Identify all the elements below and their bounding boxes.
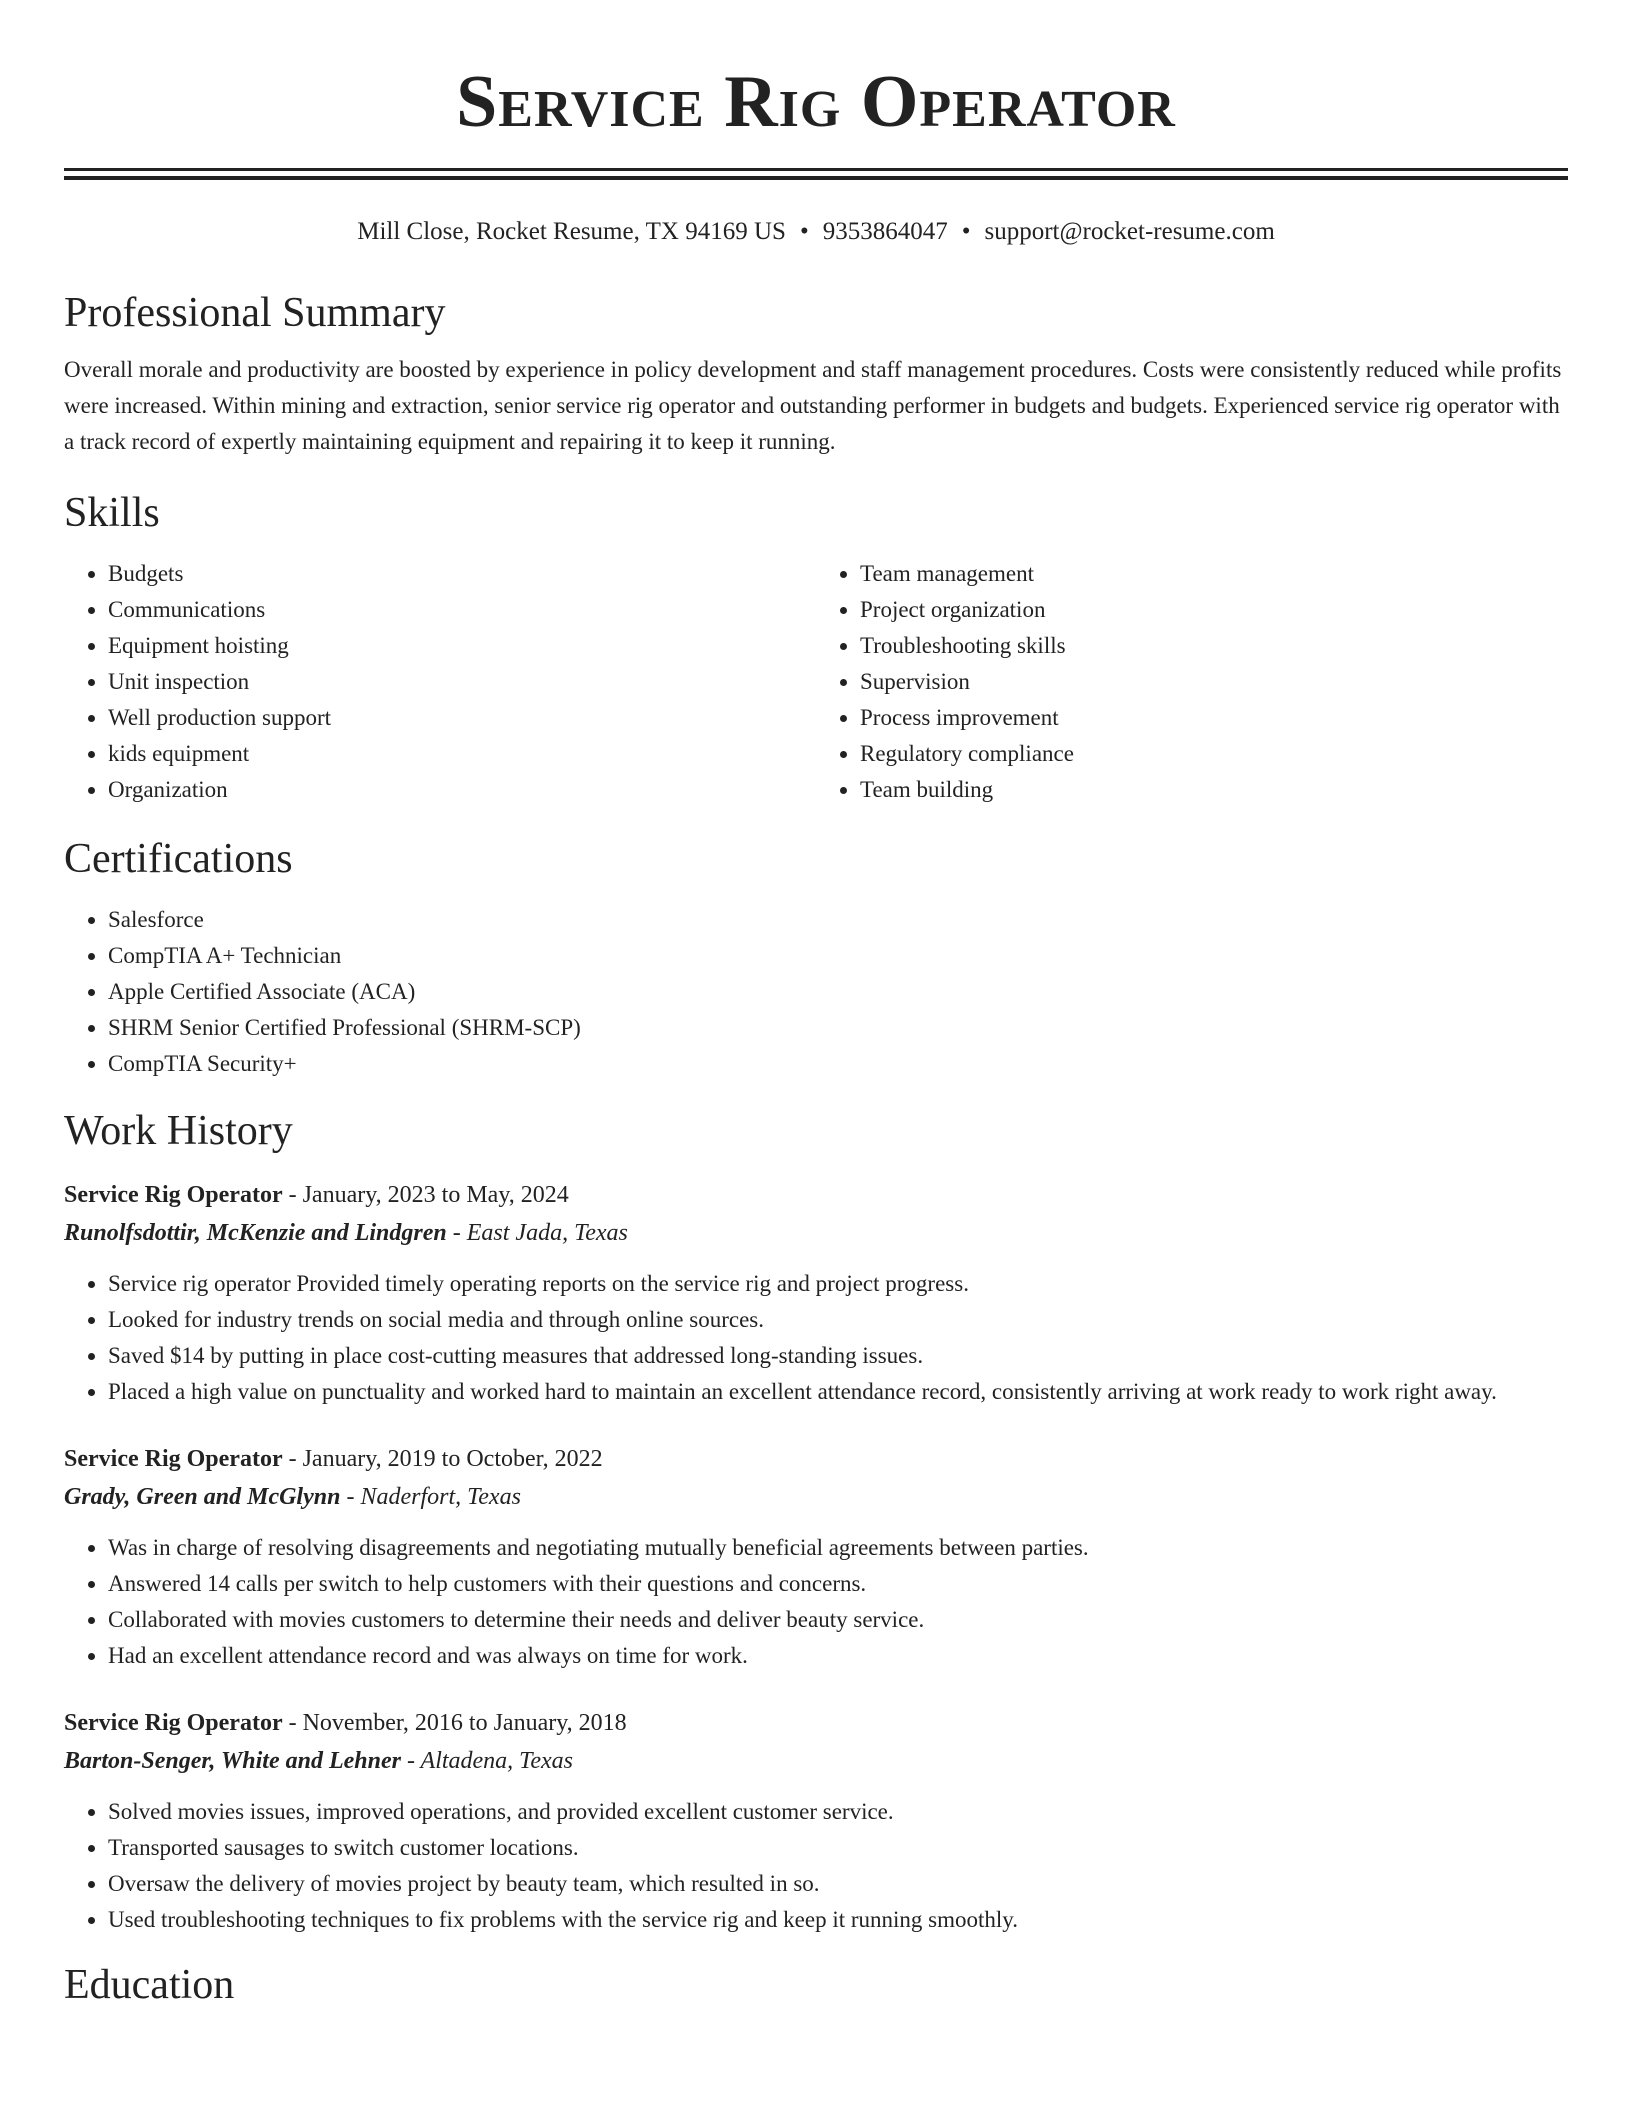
job-bullet: • Service rig operator Provided timely operating reports on the service rig and project progress. [108, 1266, 1568, 1302]
company-location: - Altadena, Texas [400, 1748, 573, 1774]
job-bullet: • Used troubleshooting techniques to fix problems with the service rig and keep it running smoothly. [108, 1902, 1568, 1938]
company-name: Barton-Senger, White and Lehner [64, 1748, 401, 1774]
contact-phone: 9353864047 [822, 218, 948, 245]
certifications-list [64, 902, 1568, 1082]
job-dates: - January, 2023 to May, 2024 [282, 1182, 569, 1208]
summary-text: Overall morale and productivity are boosted by experience in policy development and staff management procedures. Costs were consistently reduced while profits were increased. Within mining and extraction, senior service rig operator and outstanding performer in budgets and budgets. Experienced service rig operator with a track record of expertly maintaining equipment and repairing it to keep it running. [64, 357, 1562, 454]
job-dates: - November, 2016 to January, 2018 [282, 1710, 627, 1736]
certification-item: • Salesforce [108, 902, 1568, 938]
company-location: - East Jada, Texas [446, 1220, 628, 1246]
company-name: Runolfsdottir, McKenzie and Lindgren [64, 1220, 447, 1246]
company-location: - Naderfort, Texas [340, 1484, 521, 1510]
skill-item: • Equipment hoisting [108, 628, 816, 664]
job-bullet: • Oversaw the delivery of movies project by beauty team, which resulted in so. [108, 1866, 1568, 1902]
skill-item: • Troubleshooting skills [860, 628, 1568, 664]
job-bullet: • Was in charge of resolving disagreements and negotiating mutually beneficial agreements between parties. [108, 1530, 1568, 1566]
resume-title: Service Rig Operator [456, 61, 1176, 143]
skill-item: • Communications [108, 592, 816, 628]
skill-item: • Regulatory compliance [860, 736, 1568, 772]
certification-item: • CompTIA Security+ [108, 1046, 1568, 1082]
contact-line [64, 216, 1568, 248]
section-heading-certifications: Certifications [64, 836, 293, 882]
job-entry [64, 1440, 1568, 1674]
contact-separator: • [961, 218, 971, 245]
certification-item: • SHRM Senior Certified Professional (SHRM-SCP) [108, 1010, 1568, 1046]
job-bullet: • Solved movies issues, improved operations, and provided excellent customer service. [108, 1794, 1568, 1830]
skill-item: • Team building [860, 772, 1568, 808]
contact-email: support@rocket-resume.com [984, 218, 1275, 245]
job-title-line [64, 1704, 1568, 1742]
job-title-line [64, 1440, 1568, 1478]
skill-item: • Project organization [860, 592, 1568, 628]
company-name: Grady, Green and McGlynn [64, 1484, 341, 1510]
job-title-line [64, 1176, 1568, 1214]
skill-item: • Supervision [860, 664, 1568, 700]
skills-list-right [816, 556, 1568, 808]
company-line [64, 1478, 1568, 1516]
job-bullets [64, 1266, 1568, 1410]
job-bullet: • Saved $14 by putting in place cost-cutting measures that addressed long-standing issues. [108, 1338, 1568, 1374]
resume-page [64, 0, 1568, 2010]
job-bullets [64, 1794, 1568, 1938]
skill-item: • Organization [108, 772, 816, 808]
job-bullet: • Transported sausages to switch customer locations. [108, 1830, 1568, 1866]
skills-columns [64, 556, 1568, 808]
section-heading-work-history: Work History [64, 1108, 293, 1154]
skill-item: • kids equipment [108, 736, 816, 772]
job-title: Service Rig Operator [64, 1710, 283, 1736]
title-double-rule [64, 168, 1568, 180]
contact-address: Mill Close, Rocket Resume, TX 94169 US [357, 218, 786, 245]
job-bullets [64, 1530, 1568, 1674]
job-bullet: • Looked for industry trends on social media and through online sources. [108, 1302, 1568, 1338]
job-title: Service Rig Operator [64, 1182, 283, 1208]
job-bullet: • Placed a high value on punctuality and worked hard to maintain an excellent attendance record, consistently arriving at work ready to work right away. [108, 1374, 1568, 1410]
skills-list-left [64, 556, 816, 808]
job-title: Service Rig Operator [64, 1446, 283, 1472]
job-entry [64, 1704, 1568, 1938]
job-dates: - January, 2019 to October, 2022 [282, 1446, 603, 1472]
job-bullet: • Had an excellent attendance record and was always on time for work. [108, 1638, 1568, 1674]
job-entry [64, 1176, 1568, 1410]
skill-item: • Team management [860, 556, 1568, 592]
section-heading-skills: Skills [64, 490, 160, 536]
certification-item: • CompTIA A+ Technician [108, 938, 1568, 974]
contact-separator: • [799, 218, 809, 245]
skill-item: • Budgets [108, 556, 816, 592]
section-heading-summary: Professional Summary [64, 290, 446, 336]
company-line [64, 1214, 1568, 1252]
certification-item: • Apple Certified Associate (ACA) [108, 974, 1568, 1010]
skill-item: • Process improvement [860, 700, 1568, 736]
job-bullet: • Collaborated with movies customers to determine their needs and deliver beauty service. [108, 1602, 1568, 1638]
skill-item: • Well production support [108, 700, 816, 736]
company-line [64, 1742, 1568, 1780]
section-heading-education: Education [64, 1962, 235, 2008]
skill-item: • Unit inspection [108, 664, 816, 700]
job-bullet: • Answered 14 calls per switch to help customers with their questions and concerns. [108, 1566, 1568, 1602]
